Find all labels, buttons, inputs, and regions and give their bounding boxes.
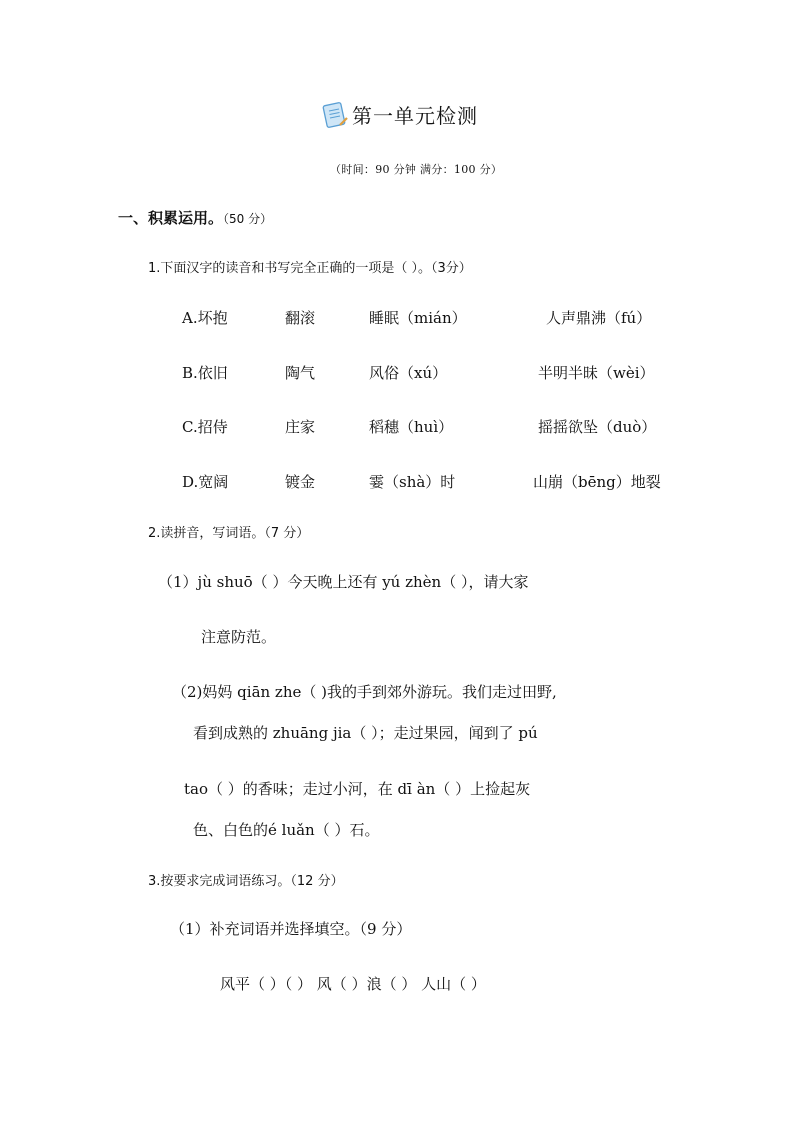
- question-2-stem: 2.读拼音，写词语。（7 分）: [148, 526, 310, 541]
- option-a-word3: 睡眠（mián）: [369, 309, 467, 327]
- question-1-stem: 1.下面汉字的读音和书写完全正确的一项是（ ）。（3分）: [148, 261, 472, 276]
- question-2-part2-line1: （2)妈妈 qiān zhe（ )我的手到郊外游玩。我们走过田野,: [172, 683, 557, 701]
- option-c-word3: 稻穗（huì）: [369, 418, 454, 436]
- option-b-word1: B.依旧: [182, 364, 228, 382]
- section-score: （50 分）: [223, 212, 273, 226]
- option-a-word4: 人声鼎沸（fú）: [546, 309, 652, 327]
- option-c-word4: 摇摇欲坠（duò）: [538, 418, 657, 436]
- notepad-icon: [322, 101, 348, 129]
- page-title: 第一单元检测: [352, 104, 478, 128]
- option-d-word3: 霎（shà）时: [369, 473, 456, 491]
- section-heading: [118, 207, 272, 228]
- option-c-word2: 庄家: [285, 418, 316, 436]
- question-2-part1-line1: （1）jù shuō（ ）今天晚上还有 yú zhèn（ ），请大家: [158, 573, 529, 591]
- question-3-words: 风平（ ）（ ） 风（ ）浪（ ） 人山（ ）: [220, 975, 486, 993]
- option-a-word2: 翻滚: [285, 309, 316, 327]
- question-2-part1-line2: 注意防范。: [201, 628, 277, 646]
- option-d-word2: 镀金: [285, 473, 316, 491]
- option-d-word4: 山崩（bēng）地裂: [533, 473, 661, 491]
- section-title: 一、积累运用。: [118, 209, 224, 227]
- title-block: [322, 100, 478, 129]
- option-b-word2: 陶气: [285, 364, 316, 382]
- exam-info: （时间：90 分钟 满分：100 分）: [330, 163, 503, 176]
- option-a-word1: A.坏抱: [182, 309, 228, 327]
- question-2-part2-line4: 色、白色的é luǎn（ ）石。: [193, 821, 380, 839]
- question-2-part2-line3: tao（ ）的香味；走过小河，在 dī àn（ ）上捡起灰: [184, 780, 531, 798]
- option-b-word3: 风俗（xú）: [369, 364, 448, 382]
- option-c-word1: C.招侍: [182, 418, 228, 436]
- question-3-part1: （1）补充词语并选择填空。（9 分）: [170, 920, 412, 938]
- option-b-word4: 半明半昧（wèi）: [538, 364, 655, 382]
- option-d-word1: D.宽阔: [182, 473, 229, 491]
- question-2-part2-line2: 看到成熟的 zhuāng jia（ ）；走过果园，闻到了 pú: [193, 724, 538, 742]
- question-3-stem: 3.按要求完成词语练习。（12 分）: [148, 874, 344, 889]
